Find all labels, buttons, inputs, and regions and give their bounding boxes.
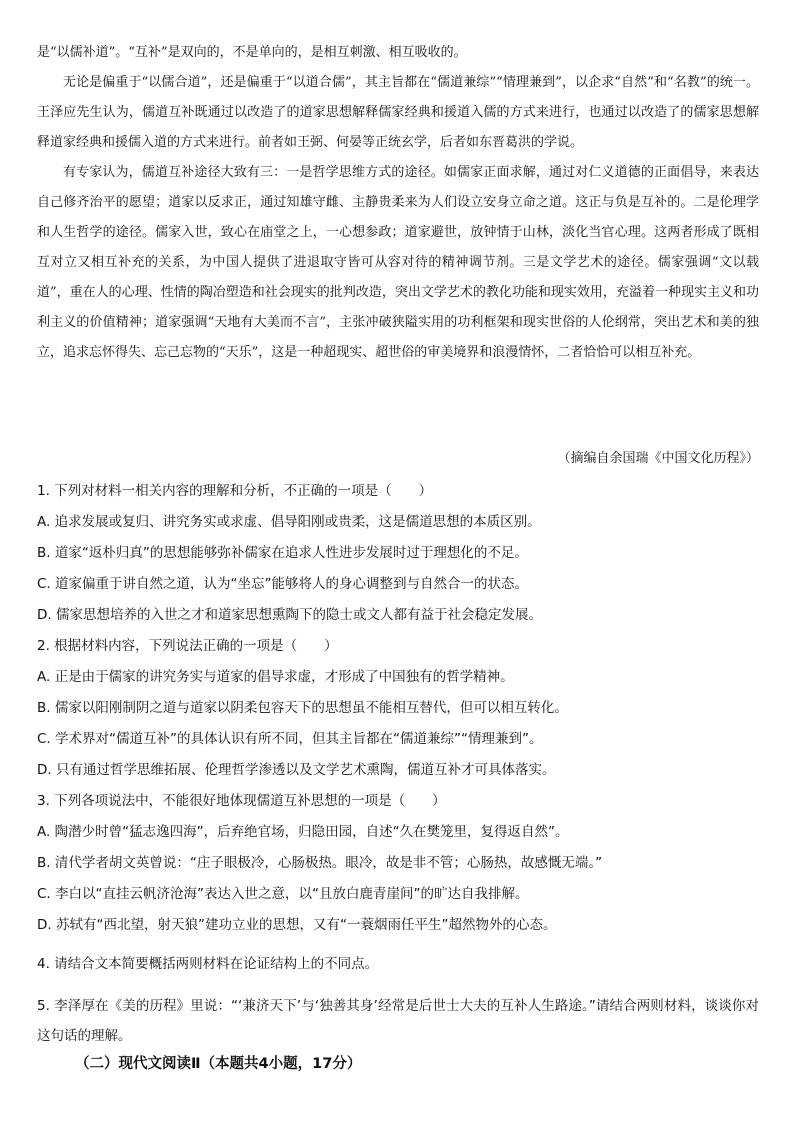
question-4-stem: 4. 请结合文本简要概括两则材料在论证结构上的不同点。 [37, 956, 379, 972]
question-2-option-c: C. 学术界对“儒道互补”的具体认识有所不同，但其主旨都在“儒道兼综”“情理兼到”。 [37, 731, 543, 747]
question-3-option-c: C. 李白以“直挂云帆济沧海”表达入世之意，以“且放白鹿青崖间”的旷达自我排解。 [37, 886, 529, 902]
section-heading: （二）现代文阅读Ⅱ（本题共4小题，17分） [75, 1056, 362, 1072]
question-1-option-a: A. 追求发展或复归、讲究务实或求虚、倡导阳刚或贵柔，这是儒道思想的本质区别。 [37, 514, 541, 530]
question-2-option-d: D. 只有通过哲学思维拓展、伦理哲学渗透以及文学艺术熏陶，儒道互补才可具体落实。 [37, 762, 556, 778]
passage-paragraph-3: 有专家认为，儒道互补途径大致有三：一是哲学思维方式的途径。如儒家正面求解，通过对仁义道德的正面倡导，来表达自己修齐治平的愿望；道家以反求正，通过知雄守雌、主静贵柔来为人们设立安身立命之道。这正与负是互补的。二是伦理学和人生哲学的途径。儒家入世，致心在庙堂之上，一心想参政；道家避世，放钟情于山林，淡化当官心理。这两者形成了既相互对立又相互补充的关系，为中国人提供了进退取守皆可从容对待的精神调节剂。三是文学艺术的途径。儒家强调“文以载道”，重在人的心理、性情的陶冶塑造和社会现实的批判改造，突出文学艺术的教化功能和现实效用，充溢着一种现实主义和功利主义的价值精神；道家强调“天地有大美而不言”，主张冲破狭隘实用的功利框架和现实世俗的人伦纲常，突出艺术和美的独立，追求忘怀得失、忘己忘物的“天乐”，这是一种超现实、超世俗的审美境界和浪漫情怀，二者恰恰可以相互补充。 [37, 165, 759, 360]
question-1 [37, 481, 759, 501]
question-1-stem: 1. 下列对材料一相关内容的理解和分析，不正确的一项是（ ） [37, 483, 433, 499]
question-2-option-b: B. 儒家以阳刚制阴之道与道家以阴柔包容天下的思想虽不能相互替代，但可以相互转化。 [37, 700, 568, 716]
question-3-option-b: B. 清代学者胡文英曾说：“庄子眼极冷，心肠极热。眼冷，故是非不管；心肠热，故感慨无端。” [37, 855, 603, 871]
passage-source: （摘编自余国瑞《中国文化历程》） [557, 451, 759, 466]
question-1-option-c: C. 道家偏重于讲自然之道，认为“坐忘”能够将人的身心调整到与自然合一的状态。 [37, 576, 528, 592]
question-2-stem: 2. 根据材料内容，下列说法正确的一项是（ ） [37, 638, 338, 654]
passage-text [37, 38, 759, 368]
question-3-option-a: A. 陶潜少时曾“猛志逸四海”，后弃绝官场，归隐田园，自述“久在樊笼里，复得返自然”。 [37, 824, 569, 840]
question-2-option-a: A. 正是由于儒家的讲究务实与道家的倡导求虚，才形成了中国独有的哲学精神。 [37, 669, 514, 685]
question-1-option-d: D. 儒家思想培养的入世之才和道家思想熏陶下的隐士或文人都有益于社会稳定发展。 [37, 607, 542, 623]
passage-paragraph-2: 无论是偏重于“以儒合道”，还是偏重于“以道合儒”，其主旨都在“儒道兼综”“情理兼到”，以企求“自然”和“名教”的统一。王泽应先生认为，儒道互补既通过以改造了的道家思想解释儒家经典和援道入儒的方式来进行，也通过以改造了的儒家思想解释道家经典和援儒入道的方式来进行。前者如王弼、何晏等正统玄学，后者如东晋葛洪的学说。 [37, 75, 759, 150]
question-3-option-d: D. 苏轼有“西北望，射天狼”建功立业的思想，又有“一蓑烟雨任平生”超然物外的心态。 [37, 917, 557, 933]
passage-paragraph-1: 是“以儒补道”。“互补”是双向的，不是单向的，是相互刺激、相互吸收的。 [37, 45, 467, 60]
question-3-stem: 3. 下列各项说法中，不能很好地体现儒道互补思想的一项是（ ） [37, 793, 446, 809]
question-5-stem: 5. 李泽厚在《美的历程》里说：“‘兼济天下’与‘独善其身’经常是后世士大夫的互补人生路途。”请结合两则材料，谈谈你对这句话的理解。 [37, 998, 759, 1044]
question-1-option-b: B. 道家“返朴归真”的思想能够弥补儒家在追求人性进步发展时过于理想化的不足。 [37, 545, 528, 561]
